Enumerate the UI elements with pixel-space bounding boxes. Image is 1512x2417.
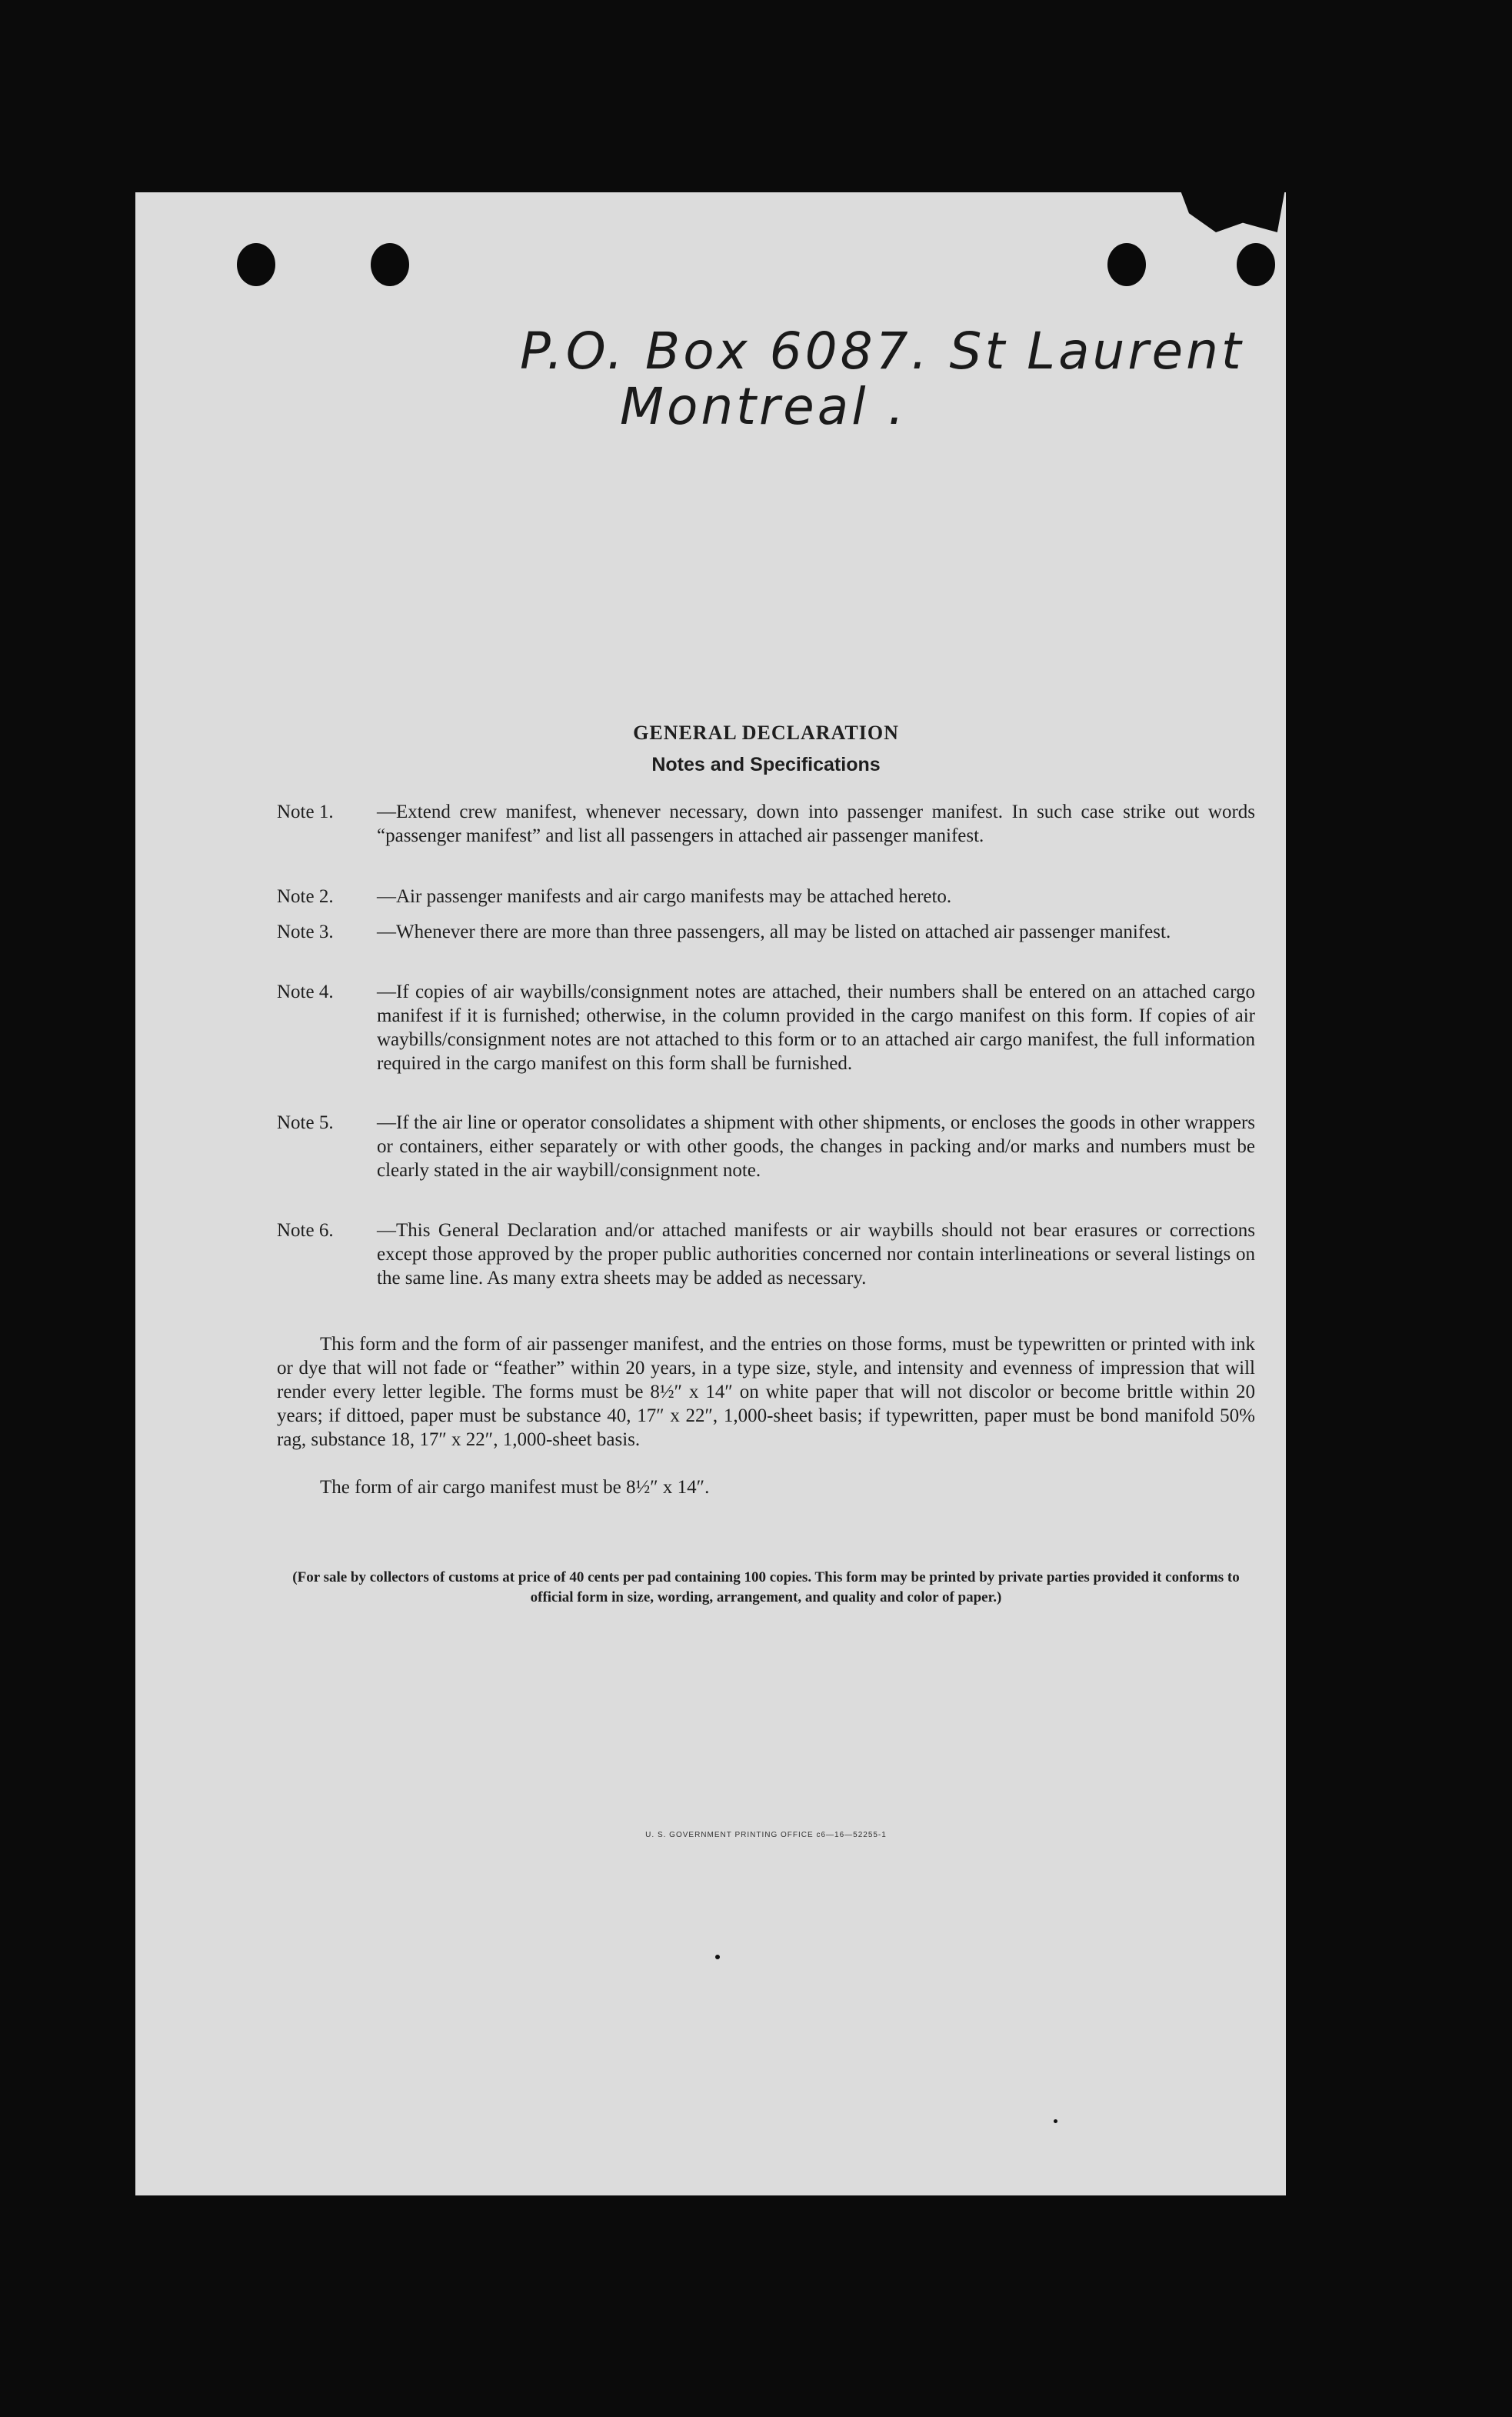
note-label: Note 4. bbox=[277, 982, 334, 1002]
document-subtitle: Notes and Specifications bbox=[651, 754, 881, 775]
sale-notice: (For sale by collectors of customs at price of 40 cents per pad containing 100 copies. This form may be printed by private parties provided it conforms to official form in size, wording, arrangement, and quality and color of paper.) bbox=[292, 1569, 1240, 1605]
handwritten-address-line2: Montreal . bbox=[620, 377, 908, 436]
note-text: —Air passenger manifests and air cargo manifests may be attached hereto. bbox=[377, 886, 952, 907]
note-text: —Whenever there are more than three passengers, all may be listed on attached air passenger manifest. bbox=[377, 922, 1171, 942]
note-label: Note 2. bbox=[277, 886, 334, 907]
form-specification-paragraph: This form and the form of air passenger manifest, and the entries on those forms, must be typewritten or printed with ink or dye that will not fade or “feather” within 20 years, in a type size, style, and intensity and evenness of impression that will render every letter legible. The forms must be 8½″ x 14″ on white paper that will not discolor or become brittle within 20 years; if dittoed, paper must be substance 40, 17″ x 22″, 1,000-sheet basis; if typewritten, paper must be bond manifold 50% rag, substance 18, 17″ x 22″, 1,000-sheet basis. bbox=[277, 1334, 1255, 1450]
note-2 bbox=[277, 885, 1286, 908]
note-label: Note 5. bbox=[277, 1112, 334, 1133]
note-text: —If copies of air waybills/consignment notes are attached, their numbers shall be entered on an attached cargo manifest if it is furnished; otherwise, in the column provided in the cargo manifest on this form. If copies of air waybills/consignment notes are not attached to this form or to an attached air cargo manifest, the full information required in the cargo manifest on this form shall be furnished. bbox=[377, 982, 1255, 1074]
document-title: GENERAL DECLARATION bbox=[633, 722, 899, 744]
note-5 bbox=[277, 1111, 1286, 1182]
note-4 bbox=[277, 980, 1286, 1075]
note-text: —Extend crew manifest, whenever necessary, down into passenger manifest. In such case strike out words “passenger manifest” and list all passengers in attached air passenger manifest. bbox=[377, 802, 1255, 846]
punch-hole bbox=[237, 243, 275, 286]
note-3 bbox=[277, 920, 1286, 944]
punch-hole bbox=[1107, 243, 1146, 286]
punch-hole bbox=[1237, 243, 1275, 286]
note-label: Note 3. bbox=[277, 922, 334, 942]
note-1 bbox=[277, 800, 1286, 848]
handwritten-address-line1: P.O. Box 6087. St Laurent bbox=[520, 322, 1244, 381]
ink-spot bbox=[715, 1955, 720, 1959]
note-label: Note 6. bbox=[277, 1220, 334, 1241]
ink-spot bbox=[1054, 2119, 1057, 2123]
note-label: Note 1. bbox=[277, 802, 334, 822]
note-text: —This General Declaration and/or attached manifests or air waybills should not bear erasures or corrections except those approved by the proper public authorities concerned nor contain interlineations or several listings on the same line. As many extra sheets may be added as necessary. bbox=[377, 1220, 1255, 1289]
document-page bbox=[135, 192, 1286, 2195]
gpo-imprint: U. S. GOVERNMENT PRINTING OFFICE c6—16—52255-1 bbox=[645, 1831, 887, 1839]
note-6 bbox=[277, 1219, 1286, 1290]
note-text: —If the air line or operator consolidates a shipment with other shipments, or encloses the goods in other wrappers or containers, either separately or with other goods, the changes in packing and/or marks and numbers must be clearly stated in the air waybill/consignment note. bbox=[377, 1112, 1255, 1181]
torn-corner bbox=[1178, 192, 1286, 232]
punch-hole bbox=[371, 243, 409, 286]
cargo-manifest-size: The form of air cargo manifest must be 8½″ x 14″. bbox=[320, 1477, 710, 1498]
